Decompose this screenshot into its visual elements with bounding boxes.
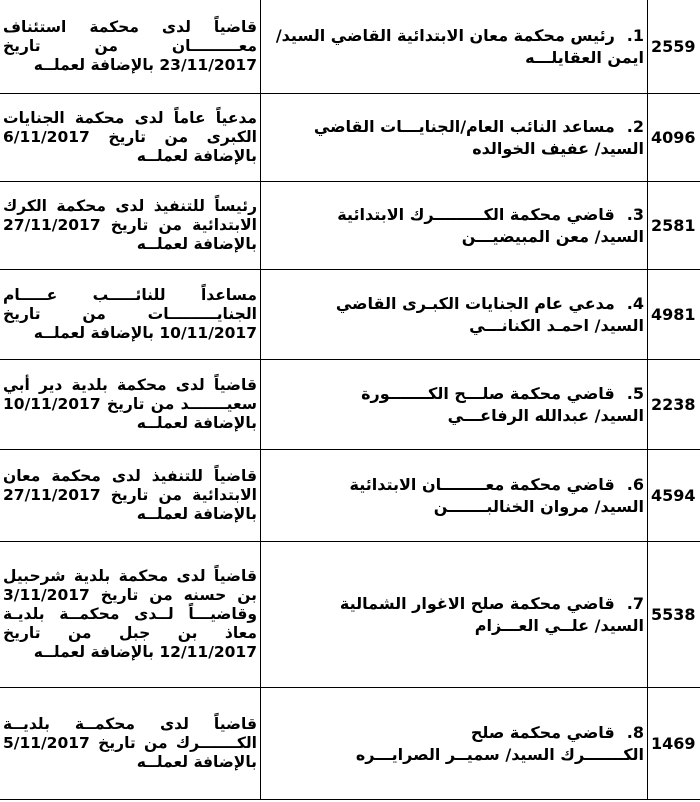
row-sequence: 8. [626,722,644,742]
row-sequence: 7. [626,593,644,613]
judge-title-line: 8.قاضي محكمة صلح [470,722,644,742]
table-row [0,360,700,450]
judge-name-line: السيد/ عبدالله الرفاعـــي [447,405,644,425]
row-sequence: 4. [626,293,644,313]
judge-name-line: السيد/ معن المبيضيـــن [461,226,644,246]
judge-title-line: 7.قاضي محكمة صلح الاغوار الشمالية [339,593,644,613]
row-sequence: 3. [626,204,644,224]
assignment-cell: قاضياً للتنفيذ لدى محكمة معان الابتدائية من تاريخ 27/11/2017 بالإضافة لعملــه [0,450,261,542]
table-row [0,688,700,800]
judge-title-line: 1.رئيس محكمة معان الابتدائية القاضي السيد/ [275,25,644,45]
judge-number-cell: 5538 [648,542,700,688]
row-sequence: 6. [626,474,644,494]
judge-cell [261,542,648,688]
assignment-cell: قاضياً لدى محكمة استئناف معـــــــــان من تاريخ 23/11/2017 بالإضافة لعملــه [0,0,261,94]
judge-title-line: 4.مدعي عام الجنايات الكبـرى القاضي [335,293,644,313]
assignment-cell: مساعداً للنائـــــب عـــــام الجنايـــــــــات من تاريخ 10/11/2017 بالإضافة لعملــه [0,270,261,360]
judge-cell [261,94,648,182]
judge-number-cell: 4594 [648,450,700,542]
judge-name-line: السيد/ احمـد الكنانـــي [469,315,644,335]
judge-cell [261,450,648,542]
judge-title-line: 2.مساعد النائب العام/الجنايـــات القاضي [313,116,644,136]
judge-number-cell: 4981 [648,270,700,360]
judge-name-line: ايمن العقايلـــه [525,47,644,67]
judge-cell [261,0,648,94]
judge-number-cell: 2559 [648,0,700,94]
judge-number-cell: 1469 [648,688,700,800]
assignment-cell: رئيساً للتنفيذ لدى محكمة الكرك الابتدائية من تاريخ 27/11/2017 بالإضافة لعملــه [0,182,261,270]
judge-name-line: السيد/ عفيف الخوالده [472,138,644,158]
judge-number-cell: 2238 [648,360,700,450]
judge-name-line: السيد/ علــي العـــزام [474,615,644,635]
judge-title-line: 5.قاضي محكمة صلـــح الكـــــــورة [361,383,644,403]
table-row [0,270,700,360]
judge-cell [261,688,648,800]
judge-name-line: السيد/ مروان الخنالبـــــــن [433,496,644,516]
table-row [0,182,700,270]
table-row [0,542,700,688]
row-sequence: 5. [626,383,644,403]
judge-number-cell: 4096 [648,94,700,182]
row-sequence: 2. [626,116,644,136]
assignment-cell: مدعياً عاماً لدى محكمة الجنايات الكبرى من تاريخ 6/11/2017 بالإضافة لعملــه [0,94,261,182]
table-row [0,94,700,182]
assignment-cell: قاضياً لدى محكمــة بلديــة الكـــــــرك من تاريخ 5/11/2017 بالإضافة لعملــه [0,688,261,800]
table-row [0,450,700,542]
judge-cell [261,182,648,270]
judge-name-line: الكـــــــرك السيد/ سميــر الصرايـــره [355,744,644,764]
assignment-cell: قاضياً لدى محكمة بلدية شرحبيل بن حسنه من تاريخ 3/11/2017 وقاضيـــاً لــدى محكمــة بلديـة معاذ بن جبل من تاريخ 12/11/2017 بالإضافة لعملــه [0,542,261,688]
judge-cell [261,360,648,450]
judge-title-line: 3.قاضي محكمة الكـــــــــرك الابتدائية [337,204,644,224]
assignment-cell: قاضياً لدى محكمة بلدية دير أبي سعيـــــــد من تاريخ 10/11/2017 بالإضافة لعملــه [0,360,261,450]
judge-cell [261,270,648,360]
judge-title-line: 6.قاضي محكمة معــــــــان الابتدائية [349,474,644,494]
judge-number-cell: 2581 [648,182,700,270]
row-sequence: 1. [626,25,644,45]
table-row [0,0,700,94]
